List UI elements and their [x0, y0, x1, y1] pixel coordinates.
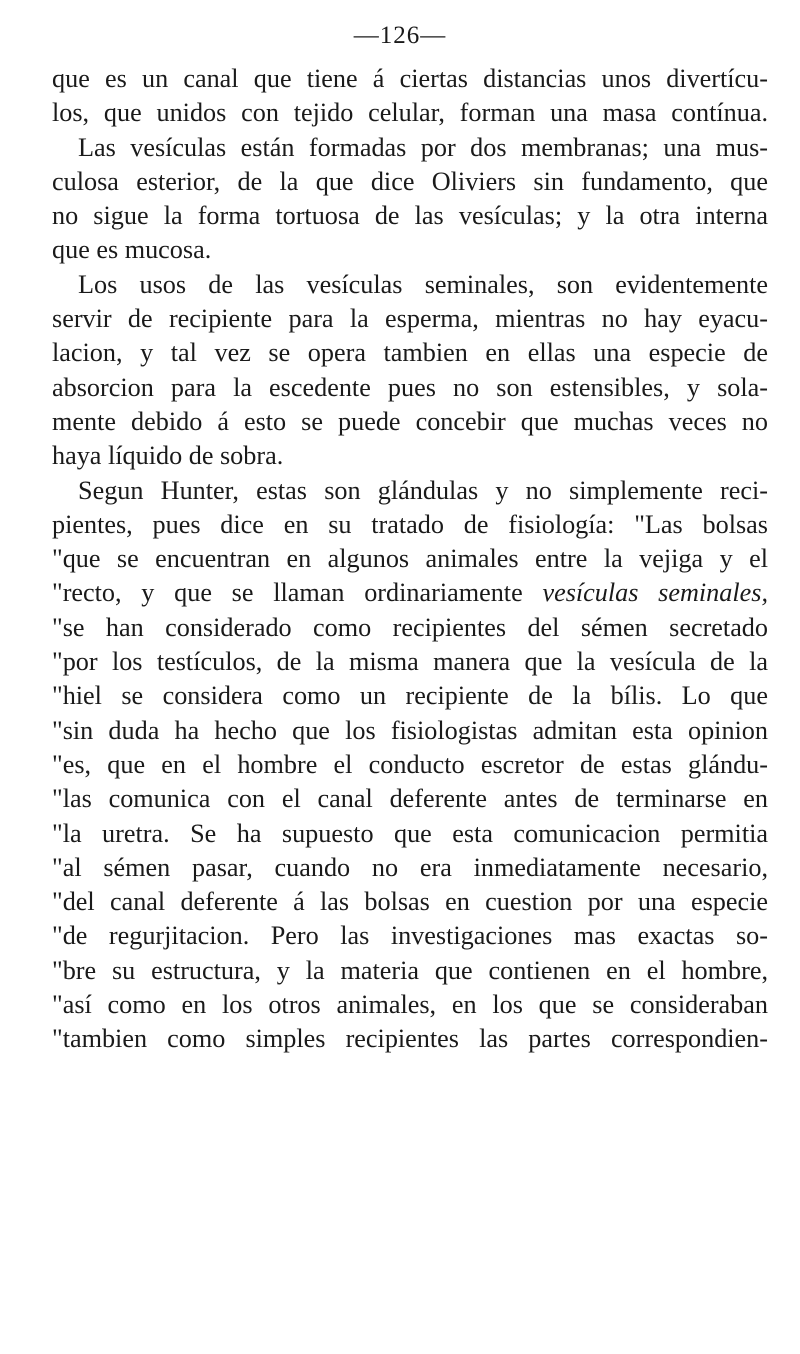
- text-line: "las comunica con el canal deferente antes de terminarse en: [52, 784, 768, 814]
- text-line: "por los testículos, de la misma manera que la vesícula de la: [52, 647, 768, 677]
- text-line: Los usos de las vesículas seminales, son evidentemente: [78, 269, 768, 299]
- text-line: "la uretra. Se ha supuesto que esta comunicacion permitia: [52, 818, 768, 848]
- text-line: no sigue la forma tortuosa de las vesículas; y la otra interna: [52, 201, 768, 231]
- text-line: Las vesículas están formadas por dos membranas; una mus-: [78, 132, 768, 162]
- text-line: Segun Hunter, estas son glándulas y no simplemente reci-: [78, 475, 768, 505]
- text-line: haya líquido de sobra.: [52, 441, 284, 471]
- text-line: "de regurjitacion. Pero las investigaciones mas exactas so-: [52, 921, 768, 951]
- text-line: pientes, pues dice en su tratado de fisiología: "Las bolsas: [52, 509, 768, 539]
- text-line: mente debido á esto se puede concebir que muchas veces no: [52, 406, 768, 436]
- page-number: —126—: [353, 22, 447, 49]
- text-line: "hiel se considera como un recipiente de la bílis. Lo que: [52, 681, 768, 711]
- text-line: "tambien como simples recipientes las partes correspondien-: [52, 1024, 768, 1054]
- text-line: "que se encuentran en algunos animales entre la vejiga y el: [52, 544, 768, 574]
- text-line: "así como en los otros animales, en los que se consideraban: [52, 990, 768, 1020]
- text-line: que es mucosa.: [52, 235, 212, 265]
- text-line: servir de recipiente para la esperma, mientras no hay eyacu-: [52, 304, 768, 334]
- italic-term: vesículas seminales,: [542, 578, 769, 608]
- text-line: "es, que en el hombre el conducto escretor de estas glándu-: [52, 749, 768, 779]
- text-line: "se han considerado como recipientes del sémen secretado: [52, 612, 768, 642]
- text-line: absorcion para la escedente pues no son estensibles, y sola-: [52, 372, 768, 402]
- text-line: culosa esterior, de la que dice Oliviers sin fundamento, que: [52, 166, 768, 196]
- text-line: los, que unidos con tejido celular, forman una masa contínua.: [52, 98, 768, 128]
- body-text: [52, 62, 768, 1057]
- text-line: "al sémen pasar, cuando no era inmediatamente necesario,: [52, 852, 768, 882]
- text-line: lacion, y tal vez se opera tambien en ellas una especie de: [52, 338, 768, 368]
- text-line: que es un canal que tiene á ciertas distancias unos divertícu-: [52, 64, 768, 93]
- text-line: "del canal deferente á las bolsas en cuestion por una especie: [52, 887, 768, 917]
- text-line: "sin duda ha hecho que los fisiologistas admitan esta opinion: [52, 715, 768, 745]
- text-line: "bre su estructura, y la materia que contienen en el hombre,: [52, 955, 768, 985]
- text-segment: "recto, y que se llaman ordinariamente: [52, 578, 543, 608]
- text-line: [52, 576, 768, 610]
